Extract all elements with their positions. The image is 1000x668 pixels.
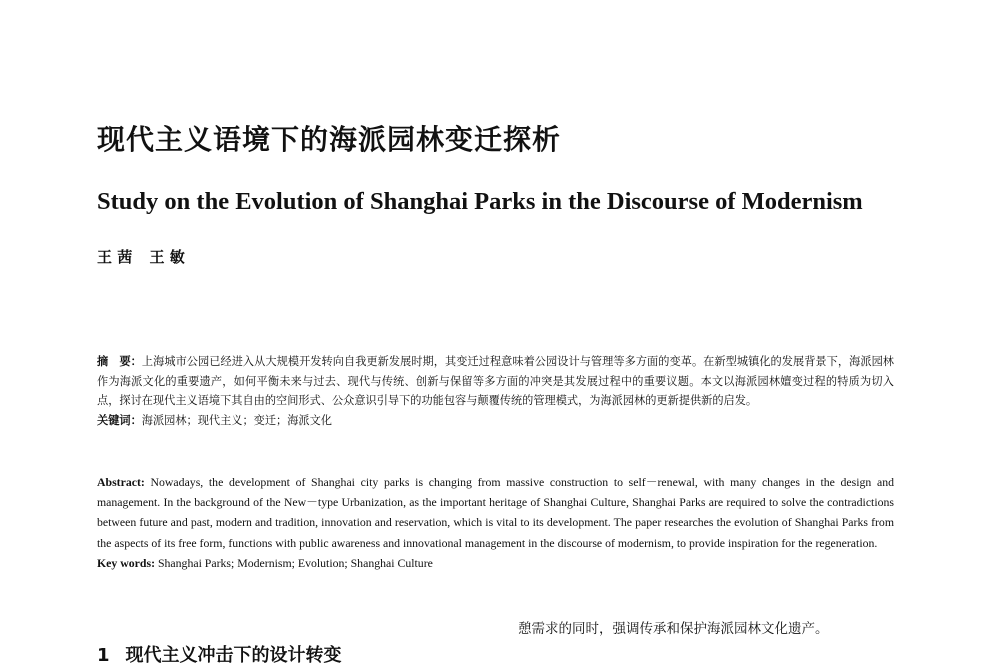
- abstract-en: [97, 472, 894, 553]
- keywords-cn-label: 关键词：: [97, 413, 142, 427]
- keywords-cn: [97, 411, 894, 431]
- abstract-en-text: Nowadays, the development of Shanghai city parks is changing from massive construction to self－renewal, with many changes in the design and management. In the background of the New－type Urbanization, as the important heritage of Shanghai Culture, Shanghai Parks are required to solve the contradictions between future and past, modern and tradition, innovation and reservation, which is vital to its development. The paper researches the evolution of Shanghai Parks from the aspects of its free form, functions with public awareness and innovational management in the discourse of modernism, to provide inspiration for the regeneration.: [97, 475, 895, 550]
- article-title-english: Study on the Evolution of Shanghai Parks in the Discourse of Modernism: [97, 188, 863, 215]
- article-title-chinese: 现代主义语境下的海派园林变迁探析: [97, 123, 562, 156]
- author-name: 王 敏: [149, 248, 185, 266]
- abstract-cn-label: 摘 要：: [97, 355, 142, 368]
- abstract-en-label: Abstract:: [97, 475, 145, 489]
- author-name: 王 茜: [97, 248, 133, 266]
- section-heading: [97, 644, 342, 668]
- section-number: 1: [97, 645, 110, 666]
- keywords-en: [97, 553, 894, 573]
- abstract-cn-text: 上海城市公园已经进入从大规模开发转向自我更新发展时期，其变迁过程意味着公园设计与管理等多方面的变革。在新型城镇化的发展背景下，海派园林作为海派文化的重要遗产，如何平衡未来与过去、现代与传统、创新与保留等多方面的冲突是其发展过程中的重要议题。本文以海派园林嬗变过程的特质为切入点，探讨在现代主义语境下其自由的空间形式、公众意识引导下的功能包容与颠覆传统的管理模式，为海派园林的更新提供新的启发。: [97, 355, 894, 407]
- body-text-right-column: 憩需求的同时，强调传承和保护海派园林文化遗产。: [518, 621, 829, 637]
- section-title: 现代主义冲击下的设计转变: [125, 645, 342, 666]
- chinese-abstract-block: [97, 352, 894, 430]
- keywords-en-label: Key words:: [97, 555, 155, 570]
- keywords-en-text: Shanghai Parks; Modernism; Evolution; Shanghai Culture: [157, 555, 433, 570]
- keywords-cn-text: 海派园林；现代主义；变迁；海派文化: [141, 413, 332, 427]
- author-list: [97, 247, 197, 267]
- abstract-cn: [97, 352, 894, 411]
- english-abstract-block: [97, 472, 894, 573]
